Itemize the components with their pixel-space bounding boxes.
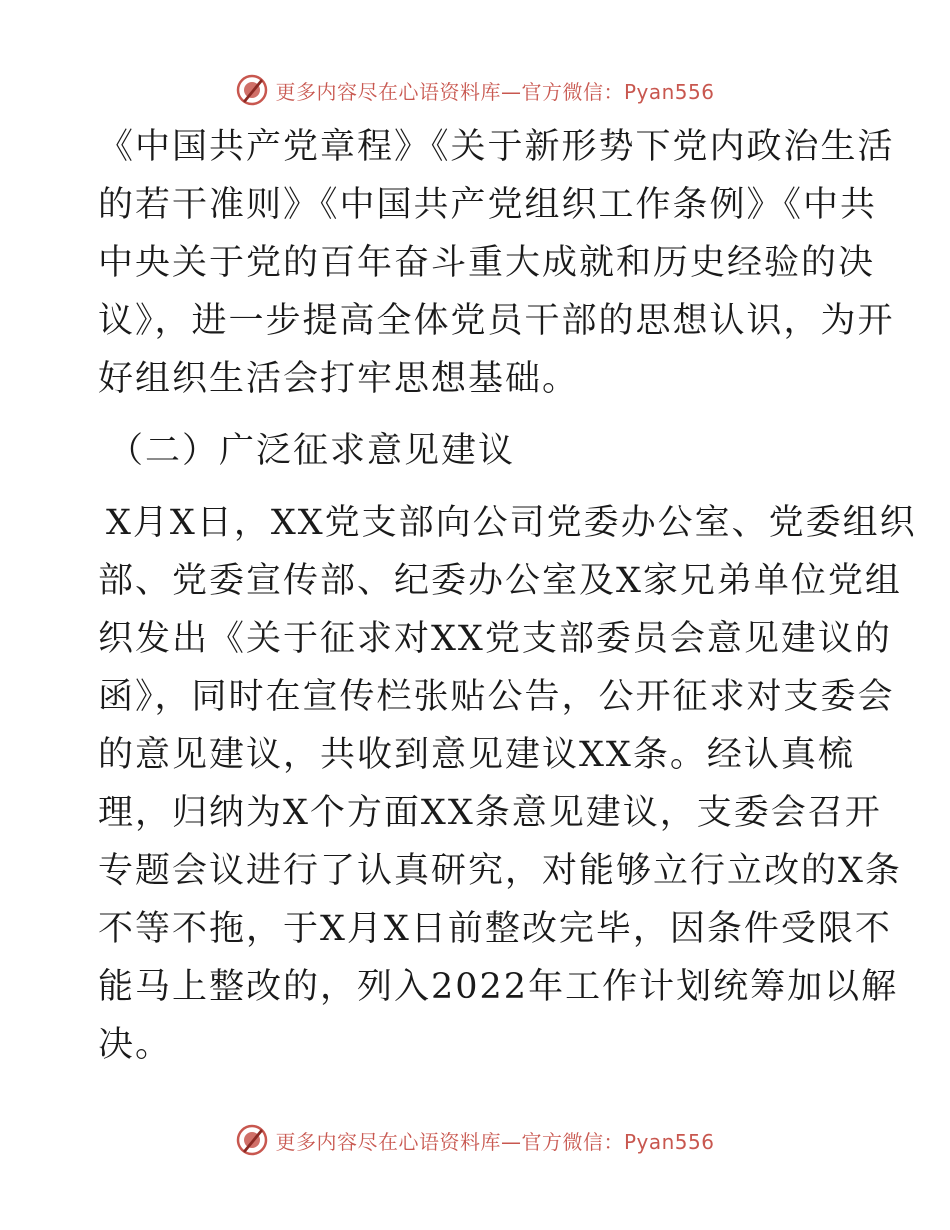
text-line: X月X日，XX党支部向公司党委办公室、党委组织 xyxy=(106,503,917,543)
header-watermark-banner xyxy=(0,70,950,110)
paragraph-2 xyxy=(98,494,917,1074)
paragraph-1 xyxy=(98,118,895,408)
watermark-text: 更多内容尽在心语资料库—官方微信：Pyan556 xyxy=(275,1129,715,1154)
text-line: 决。 xyxy=(98,1025,173,1065)
footer-watermark-banner xyxy=(0,1120,950,1160)
text-line: 好组织生活会打牢思想基础。 xyxy=(98,359,580,399)
text-line: 专题会议进行了认真研究，对能够立行立改的X条 xyxy=(98,851,902,891)
text-line: 《中国共产党章程》《关于新形势下党内政治生活 xyxy=(98,127,895,167)
section-heading: （二）广泛征求意见建议 xyxy=(108,431,516,471)
text-line: 织发出《关于征求对XX党支部委员会意见建议的 xyxy=(98,619,892,659)
text-line: 议》，进一步提高全体党员干部的思想认识，为开 xyxy=(98,301,895,341)
quill-seal-icon xyxy=(235,73,269,107)
text-line: 部、党委宣传部、纪委办公室及X家兄弟单位党组 xyxy=(98,561,902,601)
text-line: 中央关于党的百年奋斗重大成就和历史经验的决 xyxy=(98,243,876,283)
text-line: 不等不拖，于X月X日前整改完毕，因条件受限不 xyxy=(98,909,892,949)
quill-seal-icon xyxy=(235,1123,269,1157)
text-line: 函》，同时在宣传栏张贴公告，公开征求对支委会 xyxy=(98,677,895,717)
text-line: 的若干准则》《中国共产党组织工作条例》《中共 xyxy=(98,185,878,225)
text-line: 能马上整改的，列入2022年工作计划统筹加以解 xyxy=(98,967,899,1007)
document-body xyxy=(98,118,917,1074)
text-line: 的意见建议，共收到意见建议XX条。经认真梳 xyxy=(98,735,855,775)
watermark-text: 更多内容尽在心语资料库—官方微信：Pyan556 xyxy=(275,79,715,104)
text-line: 理，归纳为X个方面XX条意见建议，支委会召开 xyxy=(98,793,882,833)
